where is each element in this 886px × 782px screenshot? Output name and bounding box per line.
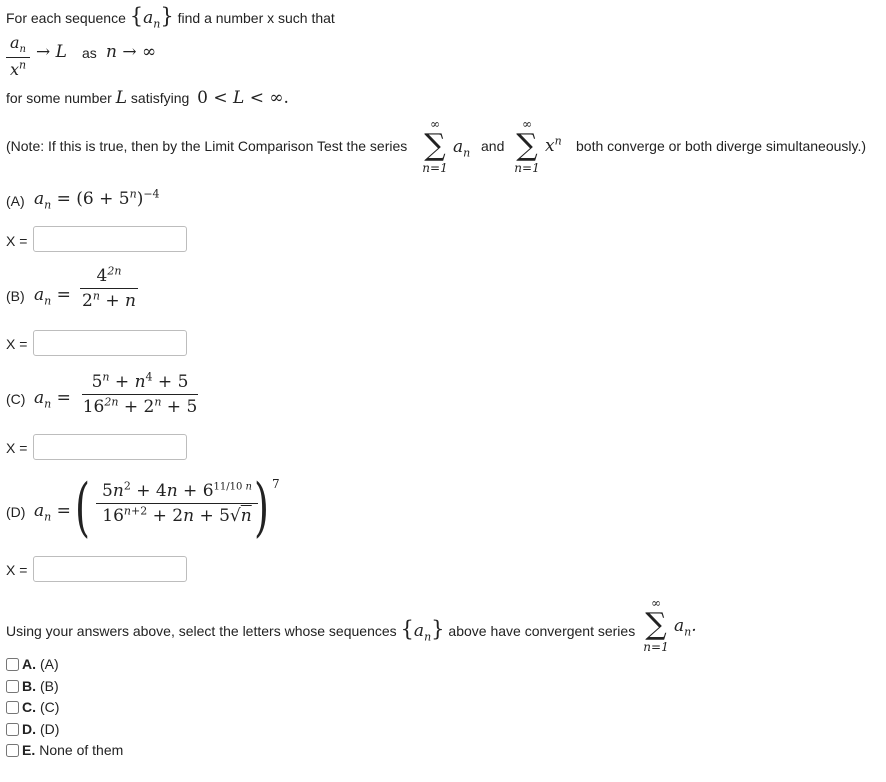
question-c-x-label: X = xyxy=(6,440,28,456)
note-and: and xyxy=(481,138,505,154)
option-b-checkbox[interactable] xyxy=(6,680,19,693)
question-a-x-label: X = xyxy=(6,233,28,249)
question-c-fraction: $5^n + n^4 + 5$ $16^{2n} + 2^n + 5$ xyxy=(82,370,198,417)
option-a-checkbox[interactable] xyxy=(6,658,19,671)
option-e-checkbox[interactable] xyxy=(6,744,19,757)
option-d[interactable]: D. (D) xyxy=(6,721,59,737)
limit-fraction: $a_n$ $x^n$ xyxy=(6,33,30,79)
question-b-fraction: $4^{2n}$ $2^n + n$ xyxy=(80,266,138,311)
n-to-infinity: n → ∞ xyxy=(106,42,157,62)
sequence-notation: { xyxy=(129,4,144,28)
question-a-input[interactable] xyxy=(33,226,187,252)
question-c-label: (C) xyxy=(6,391,26,407)
note-suffix: both converge or both diverge simultaneously.) xyxy=(576,138,867,154)
question-d-input[interactable] xyxy=(33,556,187,582)
series-xn-term: $x^n$ xyxy=(545,134,562,156)
option-a[interactable]: A. (A) xyxy=(6,656,59,672)
intro-prefix: For each sequence xyxy=(6,10,126,26)
question-b-input[interactable] xyxy=(33,330,187,356)
question-c-input[interactable] xyxy=(33,434,187,460)
option-b[interactable]: B. (B) xyxy=(6,678,59,694)
question-d-fraction: $5n^2 + 4n + 6^{11/10 n}$ $16^{n+2} + 2n + 5√n$ xyxy=(96,481,258,526)
option-e[interactable]: E. None of them xyxy=(6,742,123,758)
as-text: as xyxy=(82,45,97,61)
intro-line: For each sequence $\{a_n\}$ find a number x such that xyxy=(6,4,335,31)
question-a-formula: $a_n = (6 + 5^n)^{-4}$ xyxy=(34,187,160,212)
convergence-sum: ∞ ∑ n=1 xyxy=(643,596,669,654)
convergence-line: Using your answers above, select the letters whose sequences $\{a_n\}$ above have convergent series xyxy=(6,617,636,644)
question-c-lhs: $a_n$ = xyxy=(34,388,71,411)
series-an-term: $a_n$ xyxy=(453,137,471,160)
limit-statement: → L xyxy=(36,42,67,62)
question-b-lhs: $a_n$ = xyxy=(34,285,71,308)
right-paren: ) xyxy=(253,471,269,545)
left-paren: ( xyxy=(74,471,90,545)
option-d-checkbox[interactable] xyxy=(6,723,19,736)
question-d-lhs: $a_n$ = xyxy=(34,501,71,524)
intro-suffix: find a number x such that xyxy=(177,10,335,26)
question-d-exponent: 7 xyxy=(272,477,280,491)
option-c[interactable]: C. (C) xyxy=(6,699,59,715)
question-d-label: (D) xyxy=(6,504,26,520)
sequence-symbol: $a_n$ xyxy=(143,8,161,31)
question-d-x-label: X = xyxy=(6,562,28,578)
question-a-label: (A) xyxy=(6,193,25,209)
series-an-sum: ∞ ∑ n=1 xyxy=(422,117,448,175)
question-b-label: (B) xyxy=(6,288,25,304)
option-c-checkbox[interactable] xyxy=(6,701,19,714)
satisfying-line: for some number L satisfying 0 < L < ∞. xyxy=(6,88,289,108)
note-prefix: (Note: If this is true, then by the Limit Comparison Test the series xyxy=(6,138,408,154)
inequality: 0 < L < ∞. xyxy=(197,88,289,108)
question-b-x-label: X = xyxy=(6,336,28,352)
series-xn-sum: ∞ ∑ n=1 xyxy=(514,117,540,175)
convergence-term: $a_n$. xyxy=(674,616,697,639)
